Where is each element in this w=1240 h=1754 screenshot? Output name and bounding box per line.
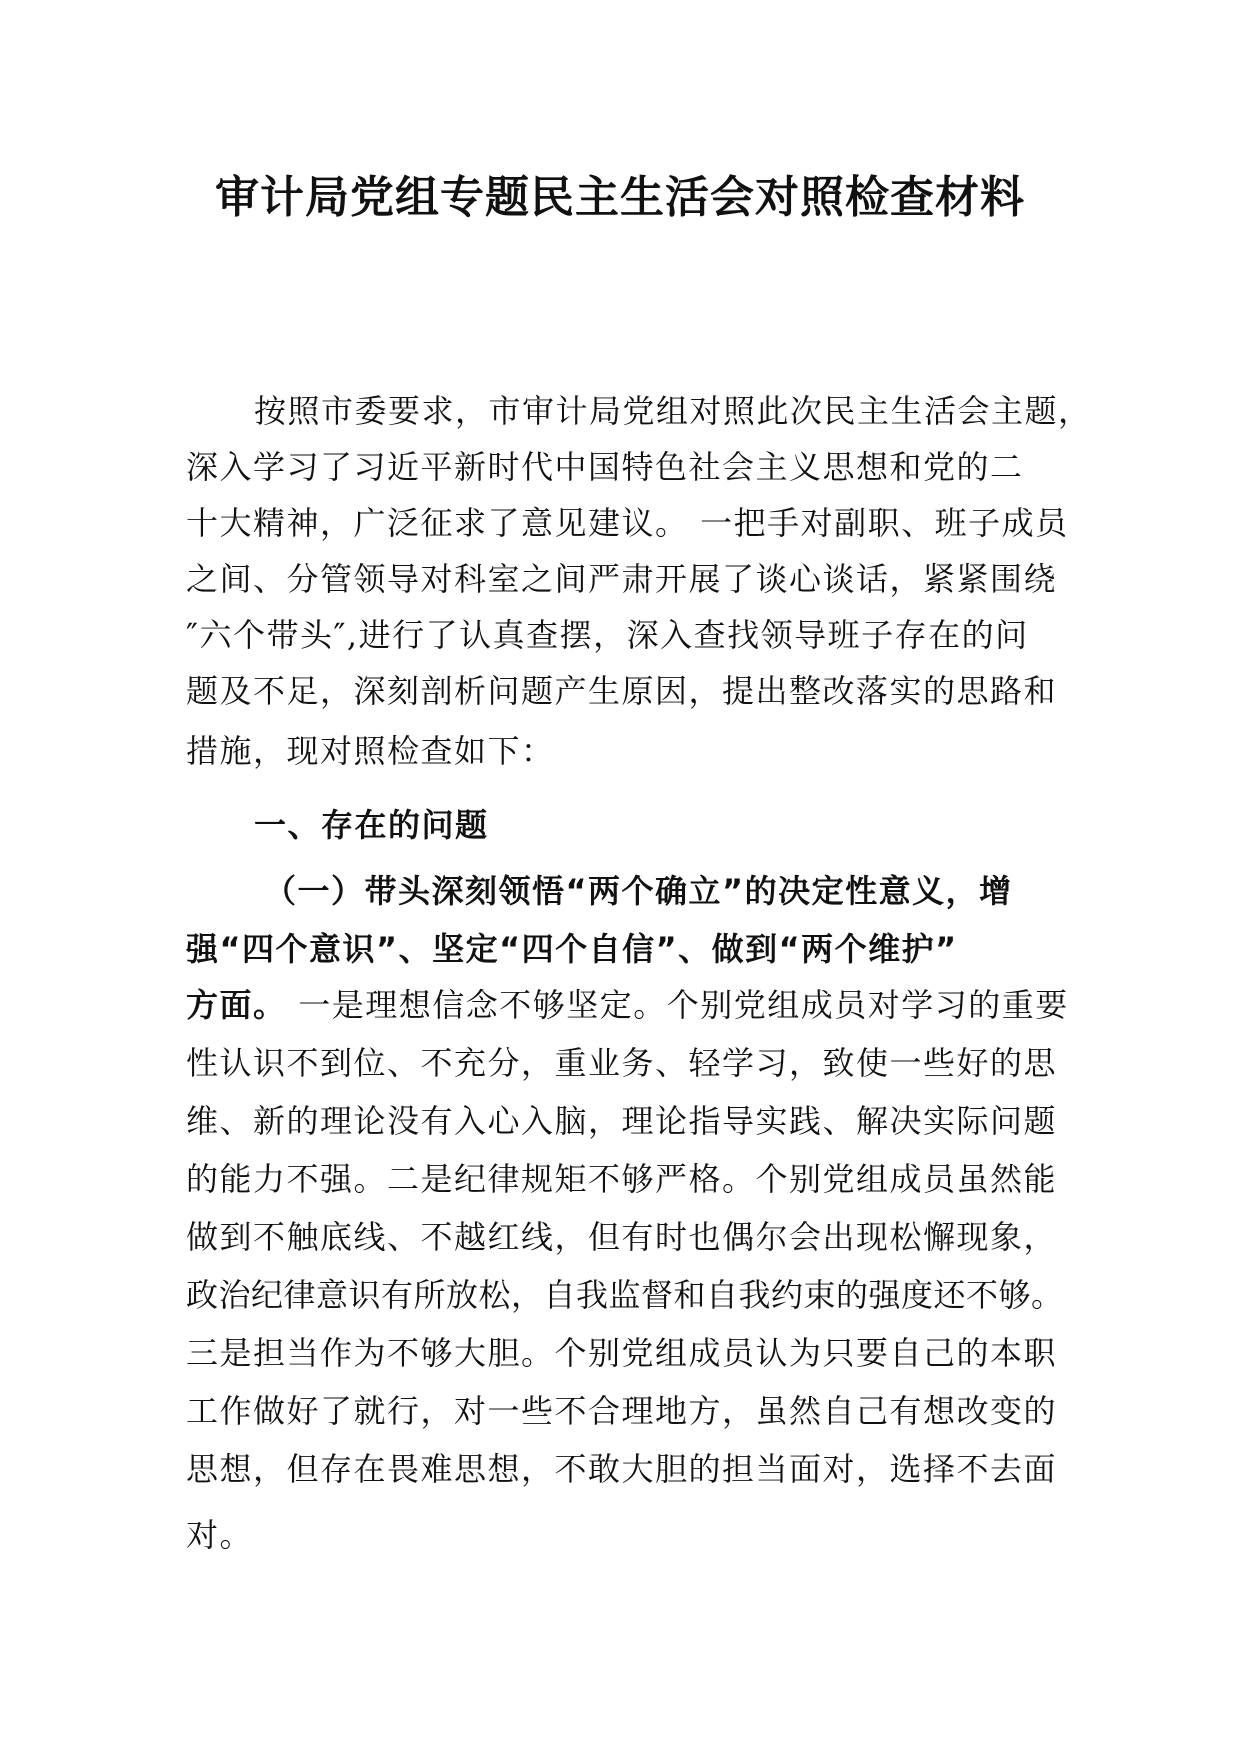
intro-line: 题及不足，深刻剖析问题产生原因，提出整改落实的思路和 [186, 672, 1058, 710]
body-line: 性认识不到位、不充分，重业务、轻学习，致使一些好的思 [186, 1044, 1058, 1082]
subsection-heading-line: 强“四个意识”、坚定“四个自信”、做到“两个维护” [186, 930, 958, 968]
intro-line: 深入学习了习近平新时代中国特色社会主义思想和党的二 [186, 448, 1024, 486]
subsection-heading-end: 方面。 [186, 986, 287, 1024]
body-line: 政治纪律意识有所放松，自我监督和自我约束的强度还不够。 [186, 1276, 1064, 1314]
body-text: 一是理想信念不够坚定。个别党组成员对学习的重要 [286, 986, 1069, 1024]
body-line: 做到不触底线、不越红线，但有时也偶尔会出现松懈现象， [186, 1218, 1058, 1256]
intro-line: 措施，现对照检查如下： [186, 732, 555, 770]
intro-line: 之间、分管领导对科室之间严肃开展了谈心谈话，紧紧围绕 [186, 560, 1058, 598]
intro-line: 按照市委要求，市审计局党组对照此次民主生活会主题， [254, 392, 1092, 430]
body-line: 思想，但存在畏难思想，不敢大胆的担当面对，选择不去面 [186, 1450, 1058, 1488]
subsection-heading-line: （一）带头深刻领悟“两个确立”的决定性意义，增 [264, 872, 1013, 910]
body-line: 三是担当作为不够大胆。个别党组成员认为只要自己的本职 [186, 1334, 1058, 1372]
body-line-mixed [186, 976, 1069, 1034]
section-heading: 一、存在的问题 [254, 806, 489, 844]
intro-line: ″六个带头″,进行了认真查摆，深入查找领导班子存在的问 [186, 616, 1029, 654]
body-line: 对。 [186, 1516, 254, 1554]
body-line: 工作做好了就行，对一些不合理地方，虽然自己有想改变的 [186, 1392, 1058, 1430]
body-line: 的能力不强。二是纪律规矩不够严格。个别党组成员虽然能 [186, 1160, 1058, 1198]
intro-line: 十大精神，广泛征求了意见建议。 一把手对副职、班子成员 [186, 504, 1069, 542]
document-title: 审计局党组专题民主生活会对照检查材料 [215, 172, 1025, 223]
body-line: 维、新的理论没有入心入脑，理论指导实践、解决实际问题 [186, 1102, 1058, 1140]
